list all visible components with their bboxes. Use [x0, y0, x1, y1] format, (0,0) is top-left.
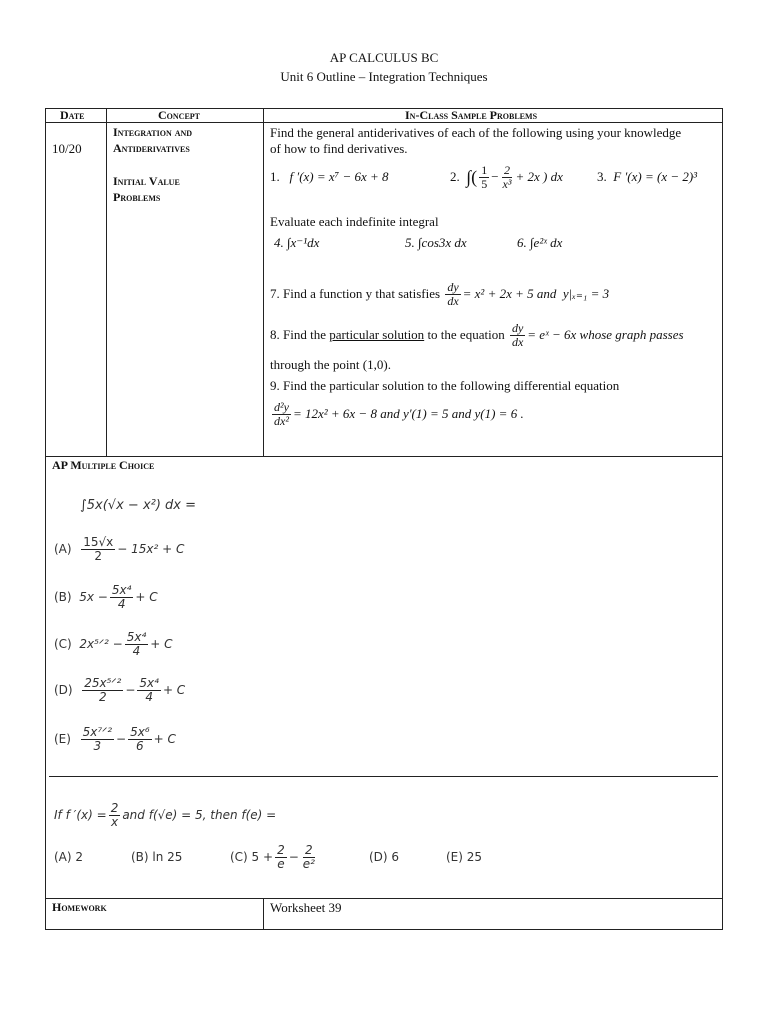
mc1-b-tail: + C	[135, 590, 158, 604]
p1-number: 1.	[270, 169, 280, 184]
p8-text-b: to the equation	[427, 327, 505, 342]
concept-line-2a: Initial Value	[113, 174, 180, 188]
mc1-c-den: 4	[132, 643, 141, 658]
p7-frac-num: dy	[447, 279, 459, 294]
concept-line-1b: Antiderivatives	[113, 141, 190, 155]
p9-frac-num: d²y	[274, 399, 289, 414]
mc1-d-num2: 5x⁴	[139, 675, 159, 690]
unit-title: Unit 6 Outline – Integration Techniques	[280, 69, 488, 84]
table-left-border	[45, 108, 46, 929]
mc2-question-a: If f ′(x) =	[54, 808, 107, 822]
mc1-e-den1: 3	[93, 738, 102, 753]
p9-equation: = 12x² + 6x − 8 and y′(1) = 5 and y(1) = 6 .	[292, 406, 524, 421]
mc1-c-num: 5x⁴	[126, 629, 147, 644]
mc-heading: AP Multiple Choice	[52, 458, 155, 472]
p8-frac-den: dx	[511, 334, 524, 349]
mc1-e-num2: 5x⁶	[130, 724, 150, 739]
mc1-b-label: (B)	[54, 590, 72, 604]
evaluate-instruction: Evaluate each indefinite integral	[270, 214, 439, 229]
mc1-choice-e	[54, 722, 176, 756]
col-header-problems: In-Class Sample Problems	[405, 108, 538, 122]
mc1-a-num: 15√x	[83, 534, 114, 549]
mc2-c-num2: 2	[305, 842, 313, 857]
homework-value: Worksheet 39	[270, 900, 342, 915]
mc1-a-label: (A)	[54, 542, 72, 556]
p7-condition: y|ₓ₌₁ = 3	[562, 286, 610, 301]
mc1-c-head: 2x⁵ᐟ² −	[79, 637, 123, 651]
course-title: AP CALCULUS BC	[329, 50, 439, 65]
mc1-e-num1: 5x⁷ᐟ²	[82, 724, 113, 739]
mc1-d-den1: 2	[98, 689, 107, 704]
mc1-choice-c	[54, 627, 173, 661]
mc1-choice-a	[54, 532, 184, 566]
mc1-d-num1: 25x⁵ᐟ²	[84, 675, 122, 690]
header-row-border	[45, 122, 723, 123]
col-header-concept: Concept	[158, 108, 201, 122]
homework-label: Homework	[52, 900, 107, 914]
mc1-b-head: 5x −	[79, 590, 108, 604]
p2-frac2-den: x³	[502, 176, 512, 191]
mc2-choice-a: (A) 2	[54, 850, 84, 864]
problem-2: 2. ∫( $\frac{1}{5}$ − $\frac{2}{\text{x³}}$ + 2x ) dx	[450, 162, 563, 191]
p7-frac-den: dx	[447, 293, 459, 308]
table-right-border	[722, 108, 723, 929]
p2-frac1-den: 5	[481, 176, 488, 191]
mc2-question	[54, 798, 276, 832]
mc2-frac-den: x	[110, 814, 119, 829]
concept-line-2b: Problems	[113, 190, 161, 204]
p8-frac-num: dy	[511, 320, 524, 335]
mc1-b-den: 4	[117, 596, 126, 611]
problem-3	[597, 160, 697, 194]
mc1-d-den2: 4	[145, 689, 153, 704]
mc1-a-den: 2	[94, 548, 103, 563]
mc1-c-tail: + C	[150, 637, 173, 651]
p3-expression: F ′(x) = (x − 2)³	[613, 169, 698, 184]
table-bottom-border	[45, 929, 723, 930]
mc1-e-mid: −	[116, 732, 127, 746]
p8-text-a: 8. Find the	[270, 327, 326, 342]
table-top-border	[45, 108, 723, 109]
problem-9-text: 9. Find the particular solution to the following differential equation	[270, 378, 620, 393]
mc2-c-num1: 2	[277, 842, 285, 857]
p1-expression: f ′(x) = x⁷ − 6x + 8	[289, 169, 389, 184]
mc1-d-label: (D)	[54, 683, 73, 697]
concept-line-1a: Integration and	[113, 125, 193, 139]
problems-intro-2: of how to find derivatives.	[270, 141, 408, 156]
section-divider	[45, 456, 723, 457]
mc1-e-tail: + C	[153, 732, 176, 746]
mc2-choice-e: (E) 25	[446, 850, 483, 864]
mc2-choice-c	[230, 840, 319, 874]
mc2-c-head: (C) 5 +	[230, 850, 274, 864]
p3-number: 3.	[597, 169, 607, 184]
p8-continuation: through the point (1,0).	[270, 357, 391, 372]
mc2-frac-num: 2	[110, 800, 119, 815]
p7-equation: = x² + 2x + 5 and	[462, 286, 557, 301]
p2-number: 2.	[450, 169, 460, 184]
mc1-choice-b	[54, 580, 158, 614]
mc1-b-num: 5x⁴	[111, 582, 132, 597]
mc1-a-tail: − 15x² + C	[117, 542, 185, 556]
p2-frac1-num: 1	[481, 162, 488, 177]
mc1-e-label: (E)	[54, 732, 71, 746]
mc2-choice-b: (B) ln 25	[131, 850, 183, 864]
mc1-d-tail: + C	[162, 683, 186, 697]
mc2-question-b: and f(√e) = 5, then f(e) =	[122, 808, 277, 822]
p2-tail: + 2x ) dx	[515, 169, 563, 184]
problem-7	[270, 276, 609, 312]
mc1-e-den2: 6	[136, 738, 144, 753]
p2-frac2-num: 2	[504, 162, 510, 177]
date-cell: 10/20	[52, 141, 82, 156]
problem-9-equation	[270, 396, 524, 432]
mc2-c-den1: e	[277, 856, 285, 871]
col-header-date: Date	[60, 108, 85, 122]
mc1-question: ∫5x(√x − x²) dx =	[80, 498, 197, 513]
mc1-choice-d	[54, 673, 185, 707]
homework-col-border	[263, 898, 264, 929]
homework-top-border	[45, 898, 723, 899]
problem-1	[270, 160, 389, 194]
mc2-choice-d: (D) 6	[369, 850, 400, 864]
p9-frac-den: dx²	[274, 413, 289, 428]
mc1-d-mid: −	[125, 683, 136, 697]
concept-col-border	[263, 108, 264, 456]
mc2-c-den2: e²	[302, 856, 315, 871]
problem-6: 6. ∫e²ˣ dx	[517, 235, 563, 250]
mc2-c-mid: −	[288, 850, 299, 864]
problem-8	[270, 317, 684, 353]
problems-intro-1: Find the general antiderivatives of each of the following using your knowledge	[270, 125, 682, 140]
p7-text: 7. Find a function y that satisfies	[270, 286, 441, 301]
p8-equation: = eˣ − 6x whose graph passes	[527, 327, 684, 342]
mc1-c-label: (C)	[54, 637, 72, 651]
date-col-border	[106, 108, 107, 456]
mc-separator	[49, 776, 718, 777]
p8-underlined: particular solution	[329, 327, 425, 342]
problem-5: 5. ∫cos3x dx	[405, 235, 467, 250]
problem-4: 4. ∫x⁻¹dx	[274, 235, 320, 250]
